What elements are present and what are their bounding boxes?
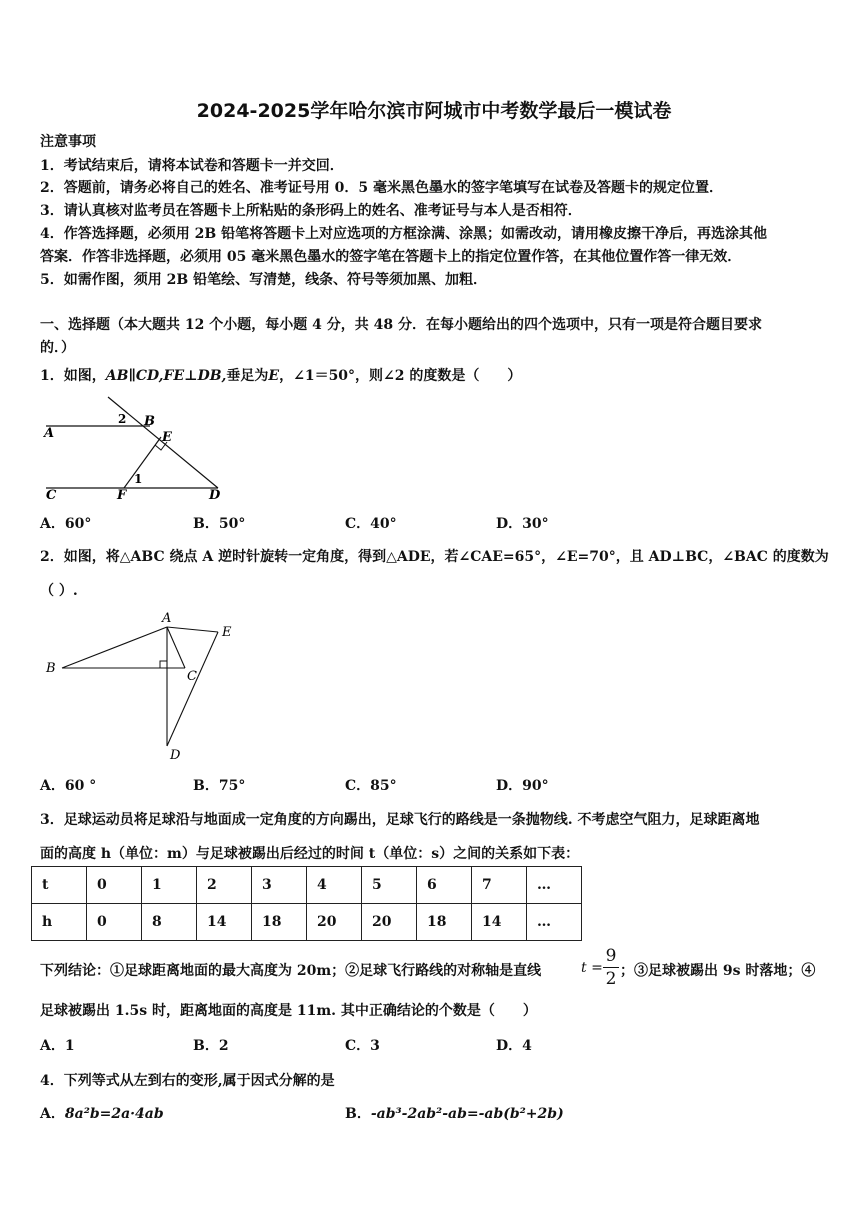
table-cell: 8: [142, 904, 197, 941]
q2-stem-cont: （ ）.: [40, 583, 78, 599]
q4-option-b: [345, 1103, 564, 1123]
table-cell: 20: [307, 904, 362, 941]
label-e: E: [222, 625, 232, 640]
fraction-denominator: 2: [605, 969, 617, 989]
table-cell: 3: [252, 867, 307, 904]
label-e: E: [162, 430, 172, 445]
q2-stem: 2．如图，将△ABC 绕点 A 逆时针旋转一定角度，得到△ADE，若∠CAE=65°，∠E=70°，且 AD⊥BC，∠BAC 的度数为: [40, 549, 829, 565]
q1-figure: [38, 395, 228, 505]
q3-stem-cont: 面的高度 h（单位：m）与足球被踢出后经过的时间 t（单位：s）之间的关系如下表：: [40, 846, 580, 862]
notice-item: 5．如需作图，须用 2B 铅笔绘、写清楚，线条、符号等须加黑、加粗．: [40, 272, 488, 288]
q3-t-eq: t =: [581, 960, 603, 976]
page-title: 2024-2025学年哈尔滨市阿城市中考数学最后一模试卷: [196, 100, 672, 122]
right-angle-mark: [160, 661, 167, 668]
notice-heading: 注意事项: [40, 134, 96, 150]
fraction-bar: [603, 967, 619, 968]
q1-point: E: [268, 368, 280, 384]
label-a: A: [44, 426, 55, 441]
section-heading: 一、选择题（本大题共 12 个小题，每小题 4 分，共 48 分．在每小题给出的四个选项中，只有一项是符合题目要求: [40, 317, 762, 333]
notice-item: 1．考试结束后，请将本试卷和答题卡一并交回．: [40, 158, 344, 174]
table-cell: 0: [87, 904, 142, 941]
q1-option-c: C．40°: [345, 516, 397, 532]
q2-option-d: D．90°: [496, 778, 549, 794]
q3-conclusion-cont: 足球被踢出 1.5s 时，距离地面的高度是 11m. 其中正确结论的个数是（ ）: [40, 1003, 537, 1019]
table-cell: 5: [362, 867, 417, 904]
side-ab: [62, 627, 167, 668]
table-cell: …: [527, 904, 582, 941]
q4-option-a-math: 8a²b=2a·4ab: [64, 1106, 164, 1122]
q2-option-c: C．85°: [345, 778, 397, 794]
q1-prefix: 1．如图，: [40, 368, 106, 384]
q1-option-d: D．30°: [496, 516, 549, 532]
q3-conclusion-b: ；③足球被踢出 9s 时落地；④: [620, 963, 816, 979]
table-cell: 0: [87, 867, 142, 904]
table-cell: 4: [307, 867, 362, 904]
q3-table: [31, 866, 582, 941]
notice-item: 答案．作答非选择题，必须用 05 毫米黑色墨水的签字笔在答题卡上的指定位置作答，在其他位置作答一律无效．: [40, 249, 742, 265]
table-cell: 14: [472, 904, 527, 941]
table-cell: 18: [252, 904, 307, 941]
table-cell: 7: [472, 867, 527, 904]
q2-option-b: B．75°: [193, 778, 246, 794]
notice-item: 3．请认真核对监考员在答题卡上所粘贴的条形码上的姓名、准考证号与本人是否相符．: [40, 203, 582, 219]
table-cell: …: [527, 867, 582, 904]
line-fe: [124, 437, 161, 488]
table-cell: 18: [417, 904, 472, 941]
q4-option-b-label: B．: [345, 1106, 371, 1122]
q3-stem: 3．足球运动员将足球沿与地面成一定角度的方向踢出，足球飞行的路线是一条抛物线. 不考虑空气阻力，足球距离地: [40, 812, 760, 828]
q1-option-a: A．60°: [40, 516, 92, 532]
q3-option-b: B．2: [193, 1038, 229, 1054]
table-cell: t: [32, 867, 87, 904]
q1-rest: ，∠1＝50°，则∠2 的度数是（ ）: [279, 368, 522, 384]
label-a: A: [162, 611, 172, 626]
q4-option-a: [40, 1103, 164, 1123]
q2-option-a: A．60 °: [40, 778, 97, 794]
label-c: C: [187, 669, 197, 684]
q4-stem: 4．下列等式从左到右的变形,属于因式分解的是: [40, 1073, 335, 1089]
q3-option-d: D．4: [496, 1038, 532, 1054]
q4-option-b-math: -ab³-2ab²-ab=-ab(b²+2b): [370, 1106, 564, 1122]
q3-conclusion-a: 下列结论：①足球距离地面的最大高度为 20m；②足球飞行路线的对称轴是直线: [40, 963, 542, 979]
label-d: D: [209, 488, 221, 503]
label-d: D: [170, 748, 181, 763]
label-angle-2: 2: [118, 412, 127, 426]
side-ed: [167, 632, 218, 746]
fraction: [603, 946, 619, 989]
label-b: B: [46, 661, 56, 676]
q3-option-c: C．3: [345, 1038, 380, 1054]
table-cell: 20: [362, 904, 417, 941]
q1-math: AB∥CD,FE⊥DB,: [105, 368, 227, 384]
table-cell: 2: [197, 867, 252, 904]
q2-figure: [40, 608, 250, 768]
notice-item: 2．答题前，请务必将自己的姓名、准考证号用 0．5 毫米黑色墨水的签字笔填写在试卷及答题卡的规定位置．: [40, 180, 723, 196]
fraction-numerator: 9: [605, 946, 617, 966]
label-f: F: [117, 488, 127, 503]
table-cell: 14: [197, 904, 252, 941]
q4-option-a-label: A．: [40, 1106, 65, 1122]
table-cell: h: [32, 904, 87, 941]
q1-option-b: B．50°: [193, 516, 246, 532]
q1-mid: 垂足为: [226, 368, 269, 384]
label-c: C: [46, 488, 57, 503]
label-b: B: [144, 414, 155, 429]
side-ae: [167, 627, 218, 632]
q3-option-a: A．1: [40, 1038, 75, 1054]
table-cell: 1: [142, 867, 197, 904]
label-angle-1: 1: [134, 472, 143, 486]
side-ac: [167, 627, 185, 668]
table-row: [32, 867, 582, 904]
notice-item: 4．作答选择题，必须用 2B 铅笔将答题卡上对应选项的方框涂满、涂黑；如需改动，请用橡皮擦干净后，再选涂其他: [40, 226, 768, 242]
q1-stem: [40, 365, 521, 385]
section-heading-cont: 的．）: [40, 340, 75, 356]
table-cell: 6: [417, 867, 472, 904]
table-row: [32, 904, 582, 941]
